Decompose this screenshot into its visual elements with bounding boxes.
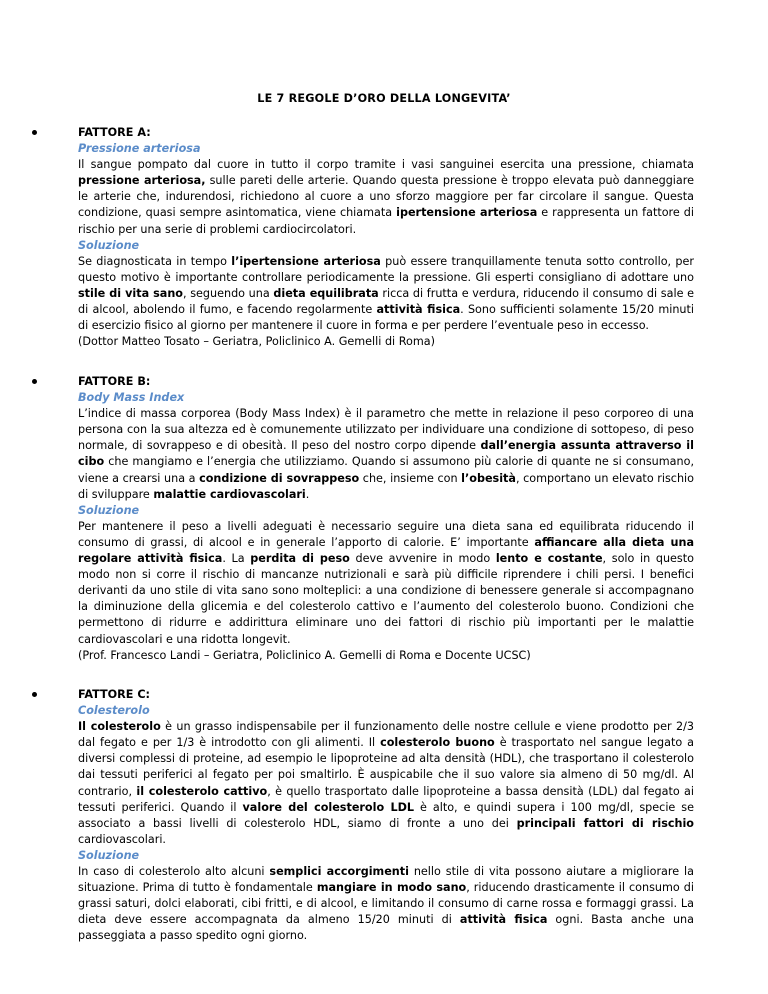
section-fattore-c [78,687,694,945]
bold-emphasis: mangiare in modo sano [316,881,467,895]
bold-emphasis: attività fisica [459,913,548,927]
solution-label: Soluzione [78,503,140,517]
bold-emphasis: attività fisica [376,303,461,317]
factor-heading: FATTORE C: [78,688,151,701]
solution-text: Per mantenere il peso a livelli adeguati è necessario seguire una dieta sana ed equilibrata riducendo il consumo di grassi, di alcool e in generale l’apporto di calorie. E’ importante affiancare alla dieta una regolare attività fisica. La perdita di peso deve avvenire in modo lento e costante, solo in questo modo non si corre il rischio di mancanze nutrizionali e sarà più difficile riprendere i chili persi. I benefici derivanti da uno stile di vita sano sono molteplici: a una condizione di benessere generale si accompagnano la diminuzione della glicemia e del colesterolo cattivo e l’aumento del colesterolo buono. Condizioni che permettono di ridurre e addirittura eliminare uno dei fattori di rischio più importanti per le malattie cardiovascolari e una ridotta longevit. [78,519,694,646]
bold-emphasis: ipertensione arteriosa [396,206,538,220]
factor-description: Il sangue pompato dal cuore in tutto il corpo tramite i vasi sanguinei esercita una pressione, chiamata pressione arteriosa, sulle pareti delle arterie. Quando questa pressione è troppo elevata può danneggiare le arterie che, indurendosi, richiedono al cuore a uno sforzo maggiore per far circolare il sangue. Questa condizione, quasi sempre asintomatica, viene chiamata ipertensione arteriosa e rappresenta un fattore di rischio per una serie di problemi cardiocircolatori. [78,158,694,236]
bold-emphasis: pressione arteriosa, [78,174,206,188]
document-title: LE 7 REGOLE D’ORO DELLA LONGEVITA’ [257,92,511,105]
bold-emphasis: principali fattori di rischio [516,816,694,830]
bullet-icon [32,692,37,697]
factor-heading: FATTORE A: [78,126,151,139]
factor-description: Il colesterolo è un grasso indispensabile per il funzionamento delle nostre cellule e viene prodotto per 2/3 dal fegato e per 1/3 è introdotto con gli alimenti. Il colesterolo buono è trasportato nel sangue legato a diversi complessi di proteine, ad esempio le lipoproteine ad alta densità (HDL), che trasportano il colesterolo dai tessuti periferici al fegato per poi smaltirlo. È auspicabile che il suo valore sia almeno di 50 mg/dl. Al contrario, il colesterolo cattivo, è quello trasportato dalle lipoproteine a bassa densità (LDL) dal fegato ai tessuti periferici. Quando il valore del colesterolo LDL è alto, e quindi supera i 100 mg/dl, specie se associato a bassi livelli di colesterolo HDL, siamo di fronte a uno dei principali fattori di rischio cardiovascolari. [78,720,695,846]
bold-emphasis: dall’energia assunta attraverso il cibo [78,439,694,469]
factor-subtitle: Pressione arteriosa [78,142,201,156]
solution-text: In caso di colesterolo alto alcuni semplici accorgimenti nello stile di vita possono aiutare a migliorare la situazione. Prima di tutto è fondamentale mangiare in modo sano, riducendo drasticamente il consumo di grassi saturi, dolci elaborati, cibi fritti, e di alcool, e limitando il consumo di carne rossa e formaggi grassi. La dieta deve essere accompagnata da almeno 15/20 minuti di attività fisica ogni. Basta anche una passeggiata a passo spedito ogni giorno. [78,865,695,943]
solution-label: Soluzione [78,238,140,252]
bold-emphasis: dieta equilibrata [273,286,379,300]
bold-emphasis: l’obesità [461,471,516,485]
section-fattore-a [78,125,694,350]
factor-heading: FATTORE B: [78,375,151,388]
bold-emphasis: Il colesterolo [78,720,161,734]
section-fattore-b [78,374,694,664]
bold-emphasis: affiancare alla dieta una regolare attività fisica [78,535,694,566]
bold-emphasis: perdita di peso [250,552,350,566]
bullet-icon [32,379,37,384]
factor-description: L’indice di massa corporea (Body Mass Index) è il parametro che mette in relazione il peso corporeo di una persona con la sua altezza ed è comunemente utilizzato per individuare una condizione di sottopeso, di peso normale, di sovrappeso e di obesità. Il peso del nostro corpo dipende dall’energia assunta attraverso il cibo che mangiamo e l’energia che utilizziamo. Quando si assumono più calorie di quante ne si consumano, viene a crearsi una a condizione di sovrappeso che, insieme con l’obesità, comportano un elevato rischio di sviluppare malattie cardiovascolari. [78,407,694,501]
bold-emphasis: malattie cardiovascolari [153,487,306,501]
solution-text: Se diagnosticata in tempo l’ipertensione arteriosa può essere tranquillamente tenuta sotto controllo, per questo motivo è importante controllare periodicamente la pressione. Gli esperti consigliano di adottare uno stile di vita sano, seguendo una dieta equilibrata ricca di frutta e verdura, riducendo il consumo di sale e di alcool, abolendo il fumo, e facendo regolarmente attività fisica. Sono sufficienti solamente 15/20 minuti di esercizio fisico al giorno per mantenere il cuore in forma e per perdere l’eventuale peso in eccesso. [78,254,695,333]
bold-emphasis: lento e costante [495,552,603,566]
bold-emphasis: valore del colesterolo LDL [242,800,414,814]
credit-text: (Prof. Francesco Landi – Geriatra, Policlinico A. Gemelli di Roma e Docente UCSC) [78,648,531,662]
solution-label: Soluzione [78,848,140,862]
bold-emphasis: stile di vita sano [78,286,183,300]
factor-subtitle: Body Mass Index [78,391,185,405]
bold-emphasis: l’ipertensione arteriosa [231,254,381,268]
bold-emphasis: il colesterolo cattivo [136,784,268,798]
factor-subtitle: Colesterolo [78,704,150,718]
bold-emphasis: condizione di sovrappeso [199,471,360,485]
credit-text: (Dottor Matteo Tosato – Geriatra, Policlinico A. Gemelli di Roma) [78,335,435,349]
bold-emphasis: colesterolo buono [380,736,495,750]
bullet-icon [32,130,37,135]
bold-emphasis: semplici accorgimenti [269,865,409,879]
